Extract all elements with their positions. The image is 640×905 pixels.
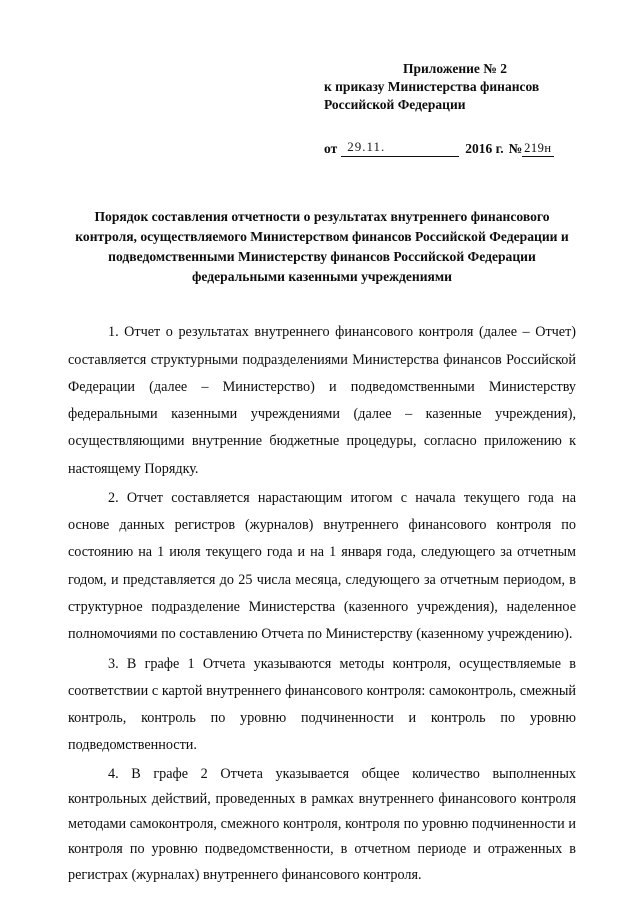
dateline-year-label: 2016 г. <box>465 141 504 157</box>
page-title: Порядок составления отчетности о результатах внутреннего финансового контроля, осуществляемого Министерством финансов Российской Федерации и подведомственными Министерству финансов Российской Федерации федеральными казенными учреждениями <box>75 209 569 285</box>
dateline-from-label: от <box>324 141 338 157</box>
appendix-order-line-2: Российской Федерации <box>324 96 466 112</box>
paragraph-1: 1. Отчет о результатах внутреннего финансового контроля (далее – Отчет) составляется структурными подразделениями Министерства финансов Российской Федерации (далее – Министерство) и подведомственными Министерству федеральными казенными учреждениями (далее – казенные учреждения), осуществляющими внутренние бюджетные процедуры, согласно приложению к настоящему Порядку. <box>68 324 576 477</box>
order-dateline <box>324 141 584 157</box>
paragraph-3: 3. В графе 1 Отчета указываются методы контроля, осуществляемые в соответствии с картой внутреннего финансового контроля: самоконтроль, смежный контроль, контроль по уровню подчиненности и контроль по уровню подведомственности. <box>68 655 576 754</box>
appendix-reference-block <box>324 60 576 113</box>
document-body <box>68 319 576 888</box>
dateline-number-value: 219н <box>524 141 552 156</box>
dateline-number-label: № <box>508 141 523 157</box>
dateline-date-blank <box>341 141 459 157</box>
document-content <box>68 60 576 890</box>
dateline-handwritten-date: 29.11. <box>347 139 386 155</box>
paragraph-4: 4. В графе 2 Отчета указывается общее количество выполненных контрольных действий, проведенных в рамках внутреннего финансового контроля методами самоконтроля, смежного контроля, контроля по уровню подчиненности и контроля по уровню подведомственности, в отчетном периоде и отраженных в регистрах (журналах) внутреннего финансового контроля. <box>68 765 576 883</box>
appendix-number: Приложение № 2 <box>403 61 507 76</box>
paragraph-2: 2. Отчет составляется нарастающим итогом с начала текущего года на основе данных регистров (журналов) внутреннего финансового контроля по состоянию на 1 июля текущего года и на 1 января года, следующего за отчетным годом, и представляется до 25 числа месяца, следующего за отчетным периодом, в структурное подразделение Министерства (казенного учреждения), наделенное полномочиями по составлению Отчета по Министерству (казенному учреждению). <box>68 489 576 643</box>
appendix-order-line-1: к приказу Министерства финансов <box>324 78 540 94</box>
